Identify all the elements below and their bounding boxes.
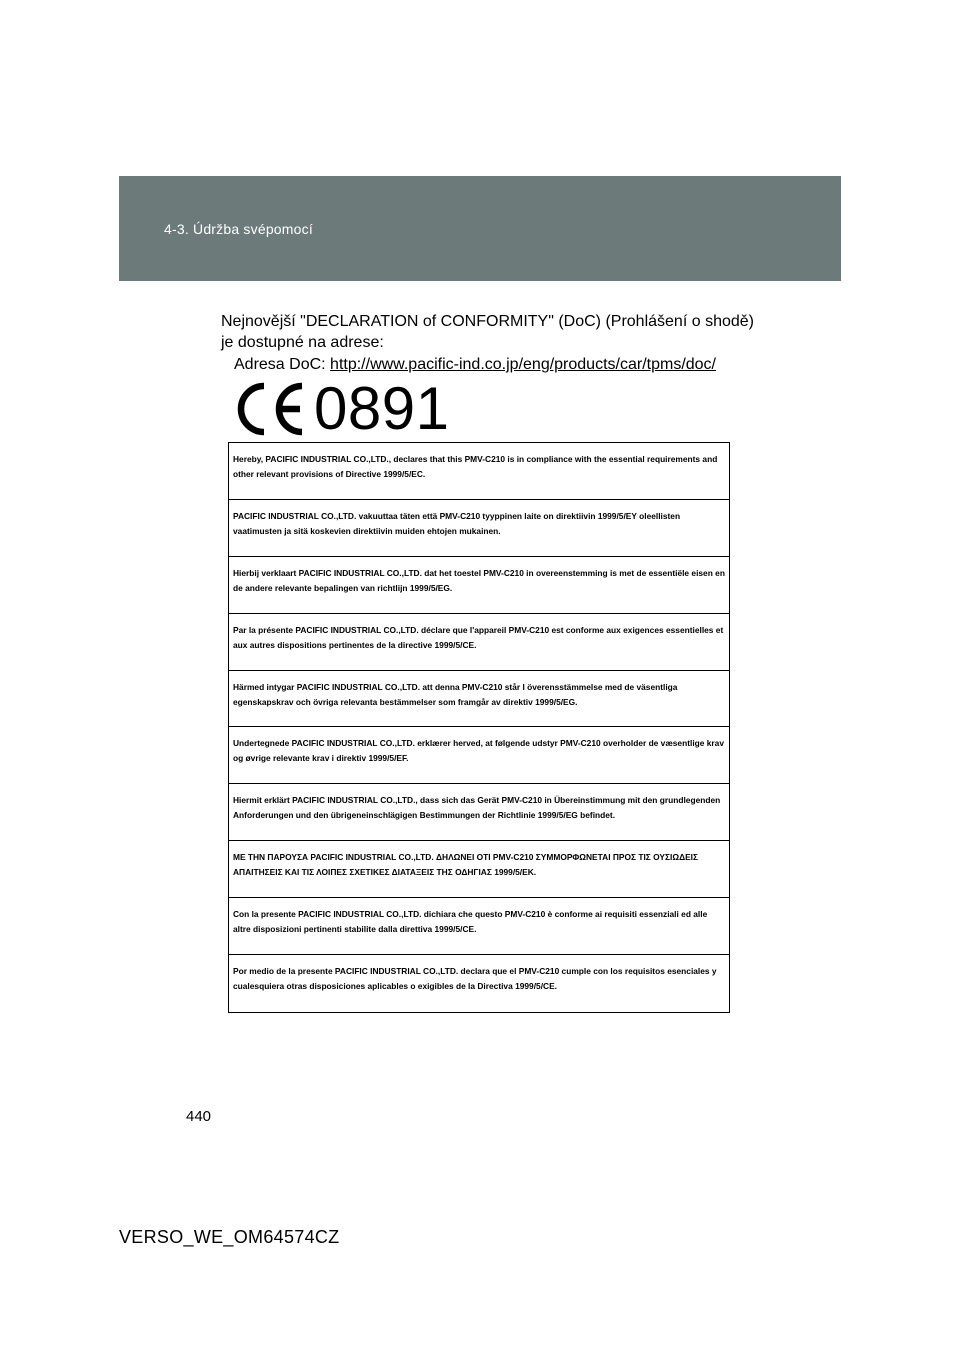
ce-mark: [232, 376, 449, 442]
declaration-row-es: Por medio de la presente PACIFIC INDUSTRIAL CO.,LTD. declara que el PMV-C210 cumple con los requisitos esenciales y cualesquiera otras disposiciones aplicables o exigibles de la Directiva 1999/5/CE.: [233, 966, 717, 992]
declaration-row-fi: PACIFIC INDUSTRIAL CO.,LTD. vakuuttaa täten että PMV-C210 tyyppinen laite on direktiivin 1999/5/EY oleellisten vaatimusten ja sitä koskevien direktiivin muiden ehtojen mukainen.: [229, 500, 729, 557]
declaration-row-it: Con la presente PACIFIC INDUSTRIAL CO.,LTD. dichiara che questo PMV-C210 è conforme ai requisiti essenziali ed alle altre disposizioni pertinenti stabilite dalla direttiva 1999/5/CE.: [229, 898, 729, 955]
declaration-row-sv: Härmed intygar PACIFIC INDUSTRIAL CO.,LTD. att denna PMV-C210 står I överensstämmelse med de väsentliga egenskapskrav och övriga relevanta bestämmelser som framgår av direktiv 1999/5/EG.: [229, 671, 729, 728]
notified-body-number: 0891: [314, 375, 450, 442]
declaration-row-el: ΜΕ ΤΗΝ ΠΑΡΟΥΣΑ PACIFIC INDUSTRIAL CO.,LTD. ΔΗΛΩΝΕΙ ΟΤΙ PMV-C210 ΣΥΜΜΟΡΦΩΝΕΤΑΙ ΠΡΟΣ ΤΙΣ ΟΥΣΙΩΔΕΙΣ ΑΠΑΙΤΗΣΕΙΣ ΚΑΙ ΤΙΣ ΛΟΙΠΕΣ ΣΧΕΤΙΚΕΣ ΔΙΑΤΑΞΕΙΣ ΤΗΣ ΟΔΗΓΙΑΣ 1999/5/ΕΚ.: [229, 841, 729, 898]
ce-logo-icon: [232, 382, 306, 436]
doc-address-link[interactable]: http://www.pacific-ind.co.jp/eng/products/car/tpms/doc/: [330, 356, 716, 373]
document-code: VERSO_WE_OM64574CZ: [119, 1227, 340, 1247]
declaration-row-fr: Par la présente PACIFIC INDUSTRIAL CO.,LTD. déclare que l'appareil PMV-C210 est conforme aux exigences essentielles et aux autres dispositions pertinentes de la directive 1999/5/CE.: [229, 614, 729, 671]
declaration-row-en: Hereby, PACIFIC INDUSTRIAL CO.,LTD., declares that this PMV-C210 is in compliance with the essential requirements and other relevant provisions of Directive 1999/5/EC.: [229, 443, 729, 500]
intro-paragraph: Nejnovější "DECLARATION of CONFORMITY" (DoC) (Prohlášení o shodě) je dostupné na adrese:: [221, 313, 754, 351]
declaration-row-da: Undertegnede PACIFIC INDUSTRIAL CO.,LTD. erklærer herved, at følgende udstyr PMV-C210 overholder de væsentlige krav og øvrige relevante krav i direktiv 1999/5/EF.: [229, 727, 729, 784]
declaration-row-nl: Hierbij verklaart PACIFIC INDUSTRIAL CO.,LTD. dat het toestel PMV-C210 in overeenstemming is met de essentiële eisen en de andere relevante bepalingen van richtlijn 1999/5/EG.: [229, 557, 729, 614]
declaration-row-de: Hiermit erklärt PACIFIC INDUSTRIAL CO.,LTD., dass sich das Gerät PMV-C210 in Übereinstimmung mit den grundlegenden Anforderungen und den übrigeneinschlägigen Bestimmungen der Richtlinie 1999/5/EG befindet.: [229, 784, 729, 841]
section-header-band: [119, 176, 841, 281]
doc-address-label: Adresa DoC:: [234, 356, 326, 373]
doc-address-line: [234, 355, 716, 375]
declaration-table: [228, 442, 730, 1013]
page-number: 440: [186, 1108, 212, 1125]
section-title: 4-3. Údržba svépomocí: [164, 221, 313, 237]
